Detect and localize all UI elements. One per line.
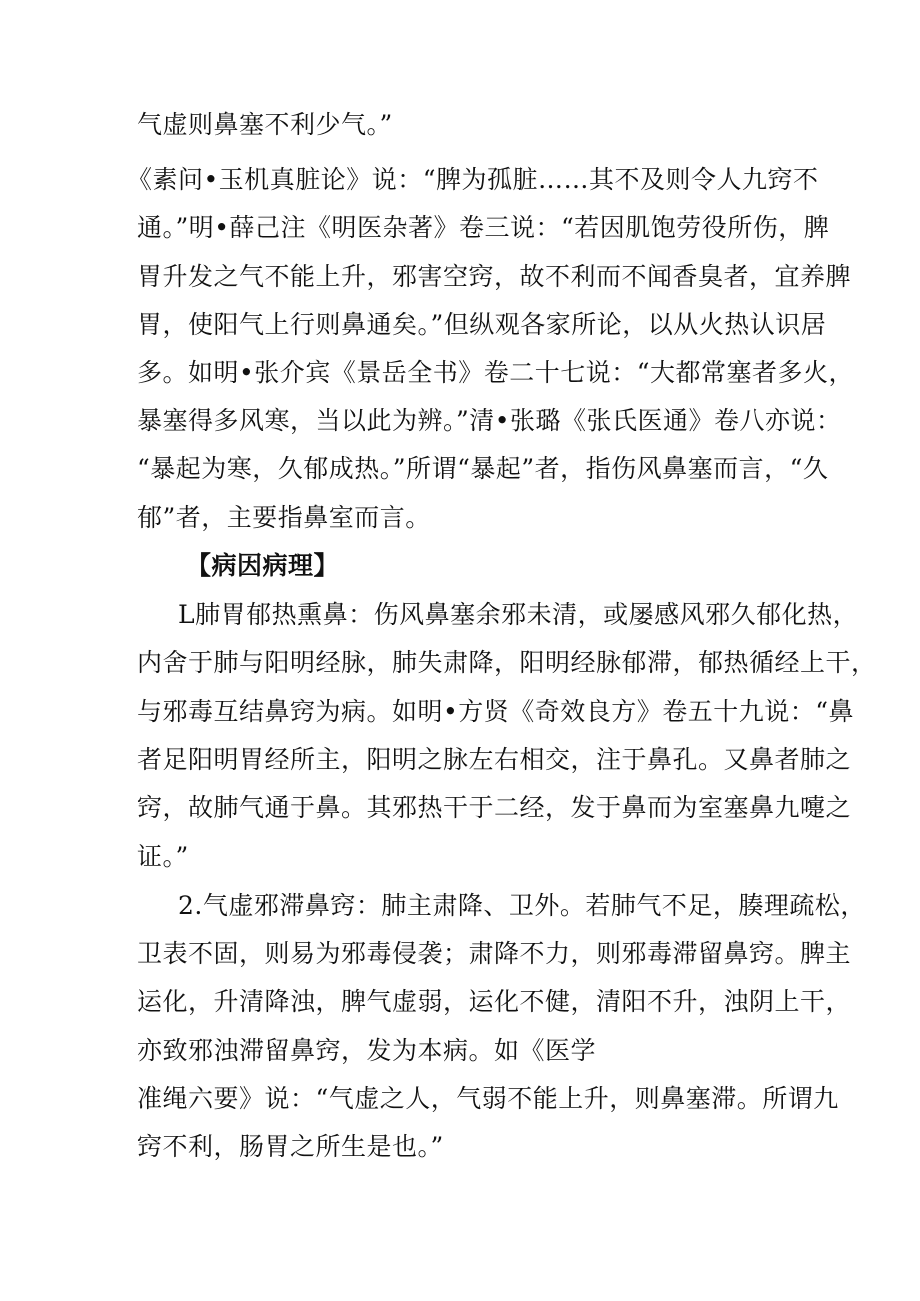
text-line: 胃，使阳气上行则鼻通矣。”但纵观各家所论，以从火热认识居 <box>137 310 827 339</box>
text-line: 窍，故肺气通于鼻。其邪热干于二经，发于鼻而为室塞鼻九嚏之 <box>137 793 852 822</box>
text-line: 者足阳明胃经所主，阳明之脉左右相交，注于鼻孔。又鼻者肺之 <box>137 745 852 774</box>
text-line: 胃升发之气不能上升，邪害空窍，故不利而不闻香臭者，宜养脾 <box>137 262 852 291</box>
text-line: 证。” <box>137 842 189 871</box>
section-heading: 【病因病理】 <box>186 551 340 580</box>
text-line: “暴起为寒，久郁成热。”所谓“暴起”者，指伤风鼻塞而言，“久 <box>137 454 829 483</box>
text-line: L肺胃郁热熏鼻：伤风鼻塞余邪未清，或屡感风邪久郁化热， <box>178 600 859 629</box>
text-line: 亦致邪浊滞留鼻窍，发为本病。如《医学 <box>137 1036 597 1065</box>
text-line: 内舍于肺与阳明经脉，肺失肃降，阳明经脉郁滞，郁热循经上干， <box>137 648 877 677</box>
text-line: 2.气虚邪滞鼻窍：肺主肃降、卫外。若肺气不足，腠理疏松， <box>178 891 866 920</box>
text-line: 卫表不固，则易为邪毒侵袭；肃降不力，则邪毒滞留鼻窍。脾主 <box>137 939 852 968</box>
text-line: 气虚则鼻塞不利少气。” <box>137 110 393 139</box>
text-line: 《素问•玉机真脏论》说：“脾为孤脏……其不及则令人九窍不 <box>127 165 819 194</box>
text-line: 准绳六要》说：“气虚之人，气弱不能上升，则鼻塞滞。所谓九 <box>137 1084 839 1113</box>
text-line: 窍不利，肠胃之所生是也。” <box>137 1132 444 1161</box>
text-line: 通。”明•薛己注《明医杂著》卷三说：“若因肌饱劳役所伤，脾 <box>137 213 830 242</box>
text-line: 郁”者，主要指鼻室而言。 <box>137 503 431 532</box>
text-line: 暴塞得多风寒，当以此为辨。”清•张璐《张氏医通》卷八亦说： <box>137 406 842 435</box>
text-line: 与邪毒互结鼻窍为病。如明•方贤《奇效良方》卷五十九说：“鼻 <box>137 697 855 726</box>
text-line: 运化，升清降浊，脾气虚弱，运化不健，清阳不升，浊阴上干， <box>137 987 852 1016</box>
text-line: 多。如明•张介宾《景岳全书》卷二十七说：“大都常塞者多火， <box>137 358 855 387</box>
